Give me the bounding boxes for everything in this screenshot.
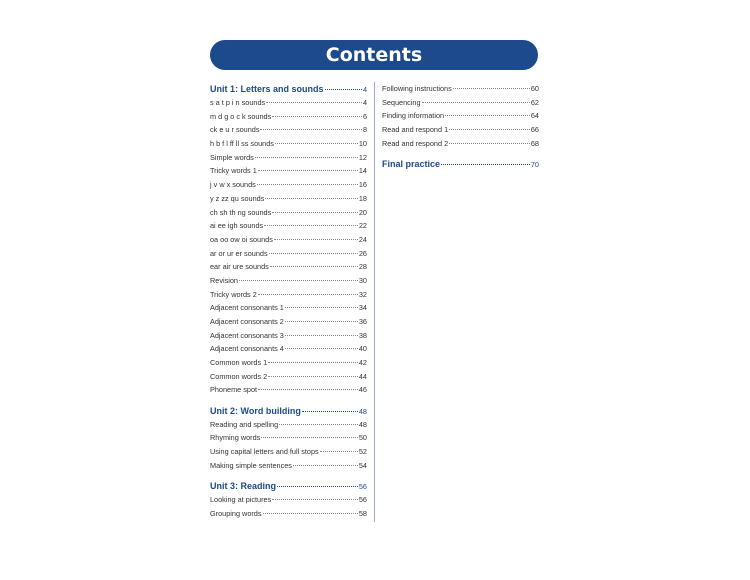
dot-leader — [325, 89, 362, 90]
toc-entry — [382, 96, 539, 110]
toc-entry-label: Unit 3: Reading — [210, 480, 277, 491]
dot-leader — [274, 239, 358, 240]
toc-page-number: 38 — [358, 330, 367, 340]
toc-page-number: 40 — [358, 344, 367, 354]
toc-page-number: 8 — [362, 125, 367, 135]
dot-leader — [239, 280, 358, 281]
toc-unit-heading — [210, 404, 367, 418]
toc-entry — [210, 288, 367, 302]
toc-entry — [210, 493, 367, 507]
toc-entry — [210, 329, 367, 343]
toc-entry — [210, 178, 367, 192]
toc-entry-label: oa oo ow oi sounds — [210, 234, 273, 244]
dot-leader — [268, 376, 358, 377]
toc-page-number: 20 — [358, 207, 367, 217]
dot-leader — [260, 129, 361, 130]
toc-entry — [382, 109, 539, 123]
dot-leader — [422, 102, 530, 103]
toc-entry-label: Adjacent consonants 3 — [210, 330, 284, 340]
toc-page-number: 48 — [358, 406, 367, 416]
dot-leader — [263, 513, 358, 514]
toc-entry-label: Finding information — [382, 111, 445, 121]
toc-page-number: 16 — [358, 180, 367, 190]
toc-page-number: 52 — [358, 447, 367, 456]
toc-entry-label: m d g o c k sounds — [210, 111, 272, 121]
dot-leader — [445, 115, 530, 116]
toc-page-number: 4 — [362, 85, 367, 94]
toc-entry-label: ear air ure sounds — [210, 262, 269, 272]
toc-entry — [382, 123, 539, 137]
toc-entry-label: ch sh th ng sounds — [210, 207, 272, 217]
dot-leader — [270, 266, 358, 267]
dot-leader — [258, 389, 358, 390]
toc-entry-label: ck e u r sounds — [210, 125, 260, 135]
toc-page-number: 28 — [358, 262, 367, 272]
toc-left-column — [210, 82, 367, 520]
dot-leader — [449, 143, 530, 144]
toc-page-number: 56 — [358, 481, 367, 491]
dot-leader — [266, 102, 362, 103]
toc-entry — [382, 137, 539, 151]
dot-leader — [302, 411, 358, 412]
toc-page-number: 64 — [530, 111, 539, 121]
toc-entry — [210, 507, 367, 521]
toc-entry-label: Following instructions — [382, 84, 452, 93]
toc-entry-label: Using capital letters and full stops — [210, 447, 319, 456]
toc-page-number: 56 — [358, 494, 367, 504]
toc-page-number: 10 — [358, 139, 367, 149]
toc-entry — [210, 445, 367, 459]
toc-entry-label: Unit 1: Letters and sounds — [210, 84, 324, 94]
toc-entry-label: Common words 2 — [210, 371, 268, 381]
toc-entry-label: h b f l ff ll ss sounds — [210, 139, 274, 149]
dot-leader — [258, 294, 358, 295]
toc-entry — [210, 418, 367, 432]
dot-leader — [285, 321, 358, 322]
toc-entry-label: Adjacent consonants 1 — [210, 303, 284, 313]
dot-leader — [255, 157, 358, 158]
toc-page-number: 44 — [358, 371, 367, 381]
toc-entry-label: Adjacent consonants 2 — [210, 317, 284, 326]
dot-leader — [285, 348, 358, 349]
toc-entry — [210, 151, 367, 165]
toc-entry — [210, 233, 367, 247]
toc-page-number: 46 — [358, 385, 367, 395]
toc-entry-label: Phoneme spot — [210, 385, 258, 395]
toc-entry-label: Final practice — [382, 158, 441, 169]
toc-entry — [210, 301, 367, 315]
toc-page-number: 36 — [358, 317, 367, 326]
dot-leader — [272, 116, 362, 117]
toc-page-number: 34 — [358, 303, 367, 313]
toc-entry — [210, 96, 367, 110]
toc-entry — [210, 123, 367, 137]
toc-entry-label: ai ee igh sounds — [210, 221, 264, 231]
toc-page-number: 4 — [362, 98, 367, 107]
dot-leader — [275, 143, 358, 144]
toc-entry — [210, 274, 367, 288]
dot-leader — [265, 198, 358, 199]
dot-leader — [449, 129, 530, 130]
toc-entry — [210, 315, 367, 329]
toc-entry-label: Unit 2: Word building — [210, 405, 301, 416]
toc-entry-label: ar or ur er sounds — [210, 248, 268, 258]
toc-page-number: 68 — [530, 138, 539, 148]
toc-entry — [210, 137, 367, 151]
toc-page-number: 32 — [358, 289, 367, 299]
dot-leader — [261, 437, 358, 438]
toc-entry-label: Grouping words — [210, 508, 262, 518]
toc-entry-label: Tricky words 2 — [210, 289, 257, 299]
toc-entry — [210, 164, 367, 178]
toc-entry-label: y z zz qu sounds — [210, 193, 265, 203]
toc-entry-label: s a t p i n sounds — [210, 98, 266, 107]
toc-entry-label: j v w x sounds — [210, 180, 256, 190]
toc-entry-label: Read and respond 2 — [382, 138, 449, 148]
dot-leader — [320, 451, 358, 452]
toc-page-number: 30 — [358, 275, 367, 285]
dot-leader — [264, 225, 358, 226]
toc-entry — [210, 192, 367, 206]
toc-page-number: 62 — [530, 97, 539, 107]
toc-page-number: 48 — [358, 419, 367, 429]
toc-page-number: 12 — [358, 152, 367, 162]
toc-entry — [210, 459, 367, 473]
toc-unit-heading — [210, 479, 367, 493]
toc-entry-label: Simple words — [210, 152, 254, 162]
dot-leader — [268, 362, 358, 363]
toc-page-number: 42 — [358, 358, 367, 368]
toc-entry — [210, 356, 367, 370]
toc-page-number: 18 — [358, 193, 367, 203]
dot-leader — [277, 486, 358, 487]
column-divider — [374, 82, 375, 522]
dot-leader — [258, 170, 358, 171]
toc-page-number: 50 — [358, 433, 367, 443]
toc-unit-heading — [210, 82, 367, 96]
page-title: Contents — [325, 44, 423, 66]
dot-leader — [441, 164, 530, 165]
toc-entry-label: Making simple sentences — [210, 460, 292, 470]
toc-entry-label: Reading and spelling — [210, 419, 279, 429]
toc-entry — [210, 260, 367, 274]
toc-entry — [210, 219, 367, 233]
toc-page-number: 26 — [358, 248, 367, 258]
toc-page-number: 70 — [530, 159, 539, 169]
dot-leader — [257, 184, 358, 185]
toc-entry — [210, 370, 367, 384]
toc-entry — [210, 206, 367, 220]
contents-banner — [210, 40, 538, 70]
toc-entry — [210, 110, 367, 124]
toc-entry-label: Common words 1 — [210, 358, 268, 368]
toc-entry-label: Tricky words 1 — [210, 166, 257, 176]
toc-page-number: 66 — [530, 125, 539, 135]
toc-entry-label: Looking at pictures — [210, 494, 272, 504]
toc-right-column — [382, 82, 539, 171]
toc-entry-label: Revision — [210, 275, 238, 285]
toc-page-number: 58 — [358, 508, 367, 518]
dot-leader — [293, 465, 358, 466]
toc-entry-label: Sequencing — [382, 97, 421, 107]
toc-page-number: 6 — [362, 111, 367, 121]
toc-page-number: 22 — [358, 221, 367, 231]
toc-entry — [210, 247, 367, 261]
dot-leader — [279, 424, 358, 425]
toc-entry-label: Rhyming words — [210, 433, 261, 443]
dot-leader — [269, 253, 358, 254]
dot-leader — [285, 335, 358, 336]
toc-page-number: 24 — [358, 234, 367, 244]
toc-unit-heading — [382, 157, 539, 171]
dot-leader — [285, 307, 358, 308]
toc-entry — [382, 82, 539, 96]
toc-entry — [210, 383, 367, 397]
toc-entry — [210, 342, 367, 356]
toc-entry — [210, 431, 367, 445]
toc-page-number: 14 — [358, 166, 367, 176]
dot-leader — [453, 88, 530, 89]
toc-entry-label: Read and respond 1 — [382, 125, 449, 135]
toc-entry-label: Adjacent consonants 4 — [210, 344, 284, 354]
toc-page-number: 54 — [358, 460, 367, 470]
dot-leader — [272, 212, 358, 213]
dot-leader — [272, 499, 358, 500]
toc-page-number: 60 — [530, 84, 539, 93]
